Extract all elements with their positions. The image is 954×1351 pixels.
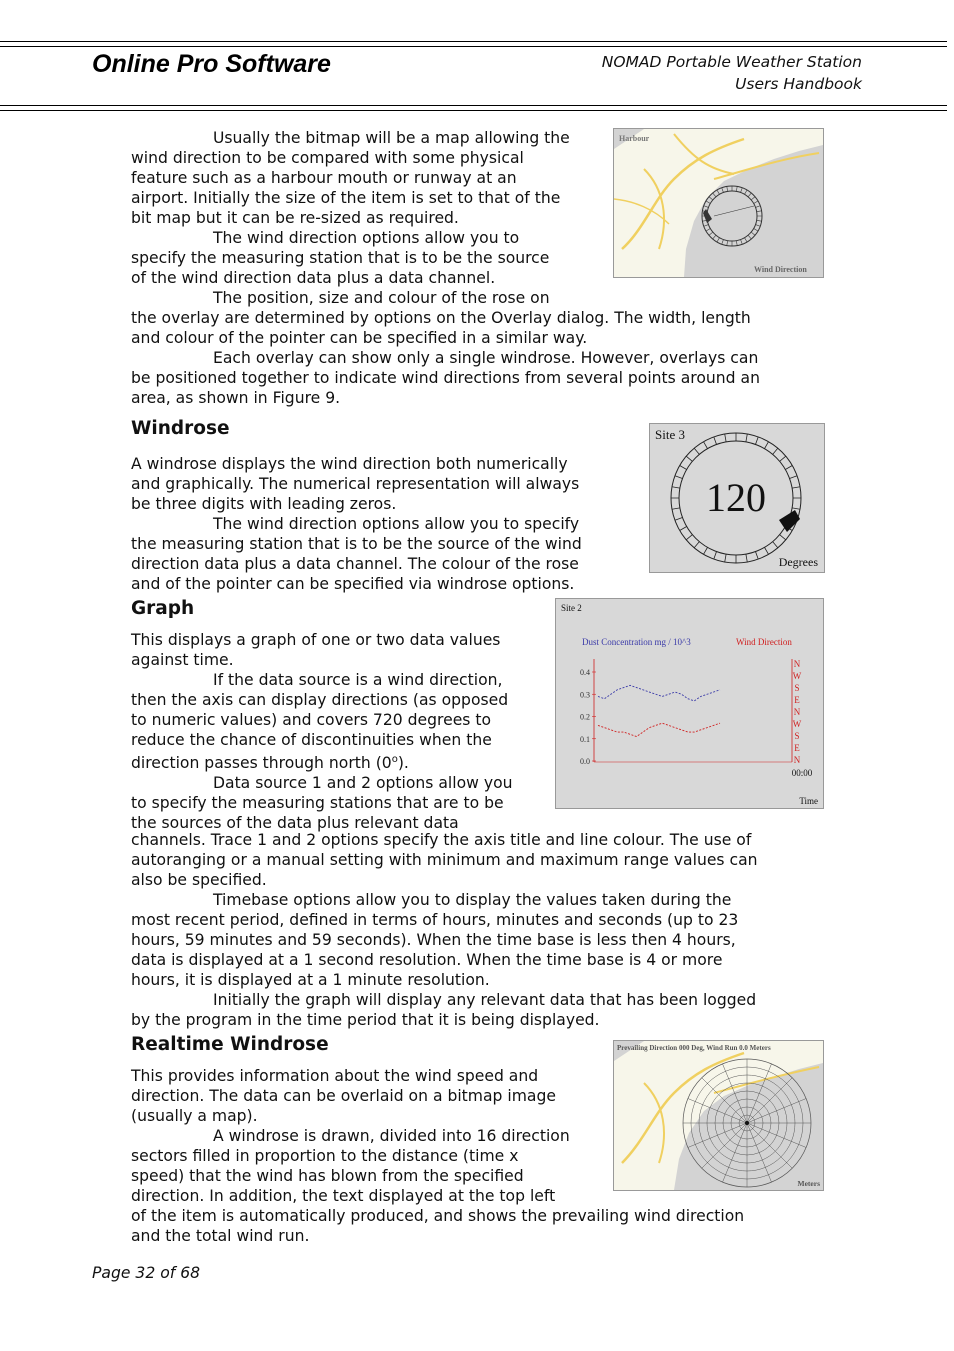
graph-line: hours, it is displayed at a 1 minute resolution. (131, 971, 490, 989)
graph-y2-tick-label: E (794, 695, 800, 705)
intro-line: feature such as a harbour mouth or runway at an (131, 169, 517, 187)
figure-caption: Wind Direction (754, 265, 807, 274)
graph-north-pre: direction passes through north (0 (131, 754, 392, 773)
windrose-line: A windrose displays the wind direction both numerically (131, 455, 568, 473)
windrose-pointer (779, 510, 800, 532)
intro-text-wide (131, 308, 821, 408)
windrose-line: the measuring station that is to be the source of the wind (131, 535, 582, 553)
intro-p2: The wind direction options allow you to (213, 229, 520, 247)
windrose-svg (650, 424, 824, 572)
rose-spoke (747, 1078, 792, 1123)
realtime-line: and the total wind run. (131, 1227, 310, 1245)
realtime-line: of the item is automatically produced, and shows the prevailing wind direction (131, 1207, 745, 1225)
graph-y-tick-label: 0.0 (580, 757, 590, 766)
graph-y-tick-label: 0.1 (580, 734, 590, 744)
graph-line: by the program in the time period that it is being displayed. (131, 1011, 600, 1029)
graph-time-label: 00:00 (791, 768, 813, 778)
graph-y-tick-label: 0.4 (580, 668, 590, 677)
realtime-windrose-figure (613, 1040, 824, 1191)
rose-pointer-line (714, 206, 754, 216)
intro-line: and colour of the pointer can be specified in a similar way. (131, 329, 588, 347)
graph-heading: Graph (131, 598, 195, 619)
graph-p2: If the data source is a wind direction, (213, 671, 503, 689)
intro-p3: The position, size and colour of the rose on (213, 289, 550, 307)
graph-y2-tick-label: S (794, 683, 800, 693)
graph-text (131, 630, 551, 833)
graph-line: the sources of the data plus relevant data (131, 814, 459, 833)
realtime-line: sectors filled in proportion to the distance (time x (131, 1147, 519, 1165)
header-product (602, 51, 862, 95)
realtime-line: direction. The data can be overlaid on a bitmap image (131, 1087, 556, 1105)
intro-line: of the wind direction data plus a data channel. (131, 269, 496, 287)
rose-center (745, 1121, 749, 1125)
windrose-unit: Degrees (778, 555, 818, 569)
graph-y-ticks (580, 668, 596, 766)
graph-north-post: ). (397, 754, 409, 773)
graph-line: to numeric values) and covers 720 degrees to (131, 711, 492, 729)
graph-y2-tick-label: E (794, 743, 800, 753)
graph-series-line-1 (598, 685, 720, 701)
windrose-p2: The wind direction options allow you to specify (213, 515, 580, 533)
rose-spoke (747, 1123, 792, 1168)
graph-x-title: Time (799, 796, 818, 806)
graph-line: hours, 59 minutes and 59 seconds). When the time base is less then 4 hours, (131, 931, 736, 949)
windrose-figure (649, 423, 825, 573)
windrose-text (131, 454, 631, 594)
graph-site-label: Site 2 (561, 603, 582, 613)
realtime-text-wide (131, 1206, 821, 1246)
windrose-line: be three digits with leading zeros. (131, 495, 397, 513)
graph-chart (556, 599, 823, 808)
graph-series-lines (598, 685, 720, 736)
graph-line: This displays a graph of one or two data values (131, 631, 501, 649)
header-rule-bottom-2 (0, 110, 947, 111)
graph-p4: Timebase options allow you to display the values taken during the (213, 891, 732, 909)
intro-p1: Usually the bitmap will be a map allowing the (213, 129, 570, 147)
page-number: Page 32 of 68 (92, 1264, 201, 1282)
graph-figure (555, 598, 824, 809)
rose-spoke (702, 1123, 747, 1168)
intro-line: area, as shown in Figure 9. (131, 389, 341, 407)
header-product-line2: Users Handbook (735, 75, 862, 93)
intro-p4: Each overlay can show only a single windrose. However, overlays can (213, 349, 759, 367)
graph-north-sup: o (391, 754, 398, 765)
realtime-text (131, 1066, 611, 1206)
intro-line: specify the measuring station that is to be the source (131, 249, 550, 267)
graph-y2-tick-label: N (793, 707, 801, 717)
graph-y-tick-label: 0.3 (580, 690, 590, 700)
graph-series1-label: Dust Concentration mg / 10^3 (582, 637, 691, 647)
windrose-line: direction data plus a data channel. The colour of the rose (131, 555, 579, 573)
realtime-line: This provides information about the wind speed and (131, 1067, 539, 1085)
graph-line: reduce the chance of discontinuities when the (131, 731, 492, 749)
intro-line: be positioned together to indicate wind directions from several points around an (131, 369, 760, 387)
graph-y2-tick-label: N (793, 755, 801, 765)
realtime-title: Prevailing Direction 000 Deg, Wind Run 0.0 Meters (617, 1044, 771, 1052)
windrose-line: and graphically. The numerical representation will always (131, 475, 580, 493)
windrose-site-label: Site 3 (655, 427, 685, 442)
windrose-line: and of the pointer can be specified via windrose options. (131, 575, 575, 593)
header-rule-top (0, 41, 947, 42)
header-rule-bottom (0, 105, 947, 106)
intro-line: the overlay are determined by options on the Overlay dialog. The width, length (131, 309, 751, 327)
windrose-heading: Windrose (131, 418, 230, 439)
graph-north-line (131, 750, 551, 773)
intro-text (131, 128, 611, 308)
windrose-value: 120 (706, 475, 766, 520)
graph-line: also be specified. (131, 871, 267, 889)
realtime-line: speed) that the wind has blown from the specified (131, 1167, 524, 1185)
graph-y2-tick-label: W (792, 671, 802, 681)
graph-line: autoranging or a manual setting with minimum and maximum range values can (131, 851, 758, 869)
land-area (614, 129, 823, 277)
rose-outer-ring (702, 186, 762, 246)
graph-y2-tick-label: N (793, 659, 801, 669)
graph-y-tick-label: 0.2 (580, 712, 590, 722)
graph-y2-tick-label: W (792, 719, 802, 729)
realtime-windrose-svg (614, 1041, 823, 1190)
harbour-map-svg (614, 129, 823, 277)
realtime-line: (usually a map). (131, 1107, 258, 1125)
graph-series-line-2 (598, 723, 720, 736)
realtime-caption: Meters (797, 1179, 820, 1188)
intro-line: wind direction to be compared with some physical (131, 149, 524, 167)
graph-y2-ticks (793, 659, 802, 765)
graph-line: data is displayed at a 1 second resolution. When the time base is 4 or more (131, 951, 723, 969)
header-product-line1: NOMAD Portable Weather Station (601, 53, 862, 71)
realtime-heading: Realtime Windrose (131, 1034, 329, 1055)
realtime-p2: A windrose is drawn, divided into 16 direction (213, 1127, 570, 1145)
graph-line: most recent period, defined in terms of hours, minutes and seconds (up to 23 (131, 911, 739, 929)
header-rule-top-2 (0, 46, 947, 47)
graph-y2-tick-label: S (794, 731, 800, 741)
graph-p5: Initially the graph will display any relevant data that has been logged (213, 991, 757, 1009)
graph-text-wide (131, 830, 821, 1030)
intro-line: bit map but it can be re-sized as required. (131, 209, 459, 227)
intro-line: airport. Initially the size of the item is set to that of the (131, 189, 561, 207)
graph-p3: Data source 1 and 2 options allow you (213, 774, 513, 793)
page-title: Online Pro Software (92, 50, 331, 78)
harbour-wind-direction-figure (613, 128, 824, 278)
graph-line: against time. (131, 651, 234, 669)
graph-series2-label: Wind Direction (736, 637, 792, 647)
graph-line: channels. Trace 1 and 2 options specify the axis title and line colour. The use of (131, 831, 752, 849)
graph-line: to specify the measuring stations that are to be (131, 794, 504, 813)
map-label: Harbour (619, 134, 650, 143)
graph-line: then the axis can display directions (as opposed (131, 691, 509, 709)
realtime-line: direction. In addition, the text displayed at the top left (131, 1187, 556, 1205)
realtime-rose-grid (683, 1059, 811, 1187)
